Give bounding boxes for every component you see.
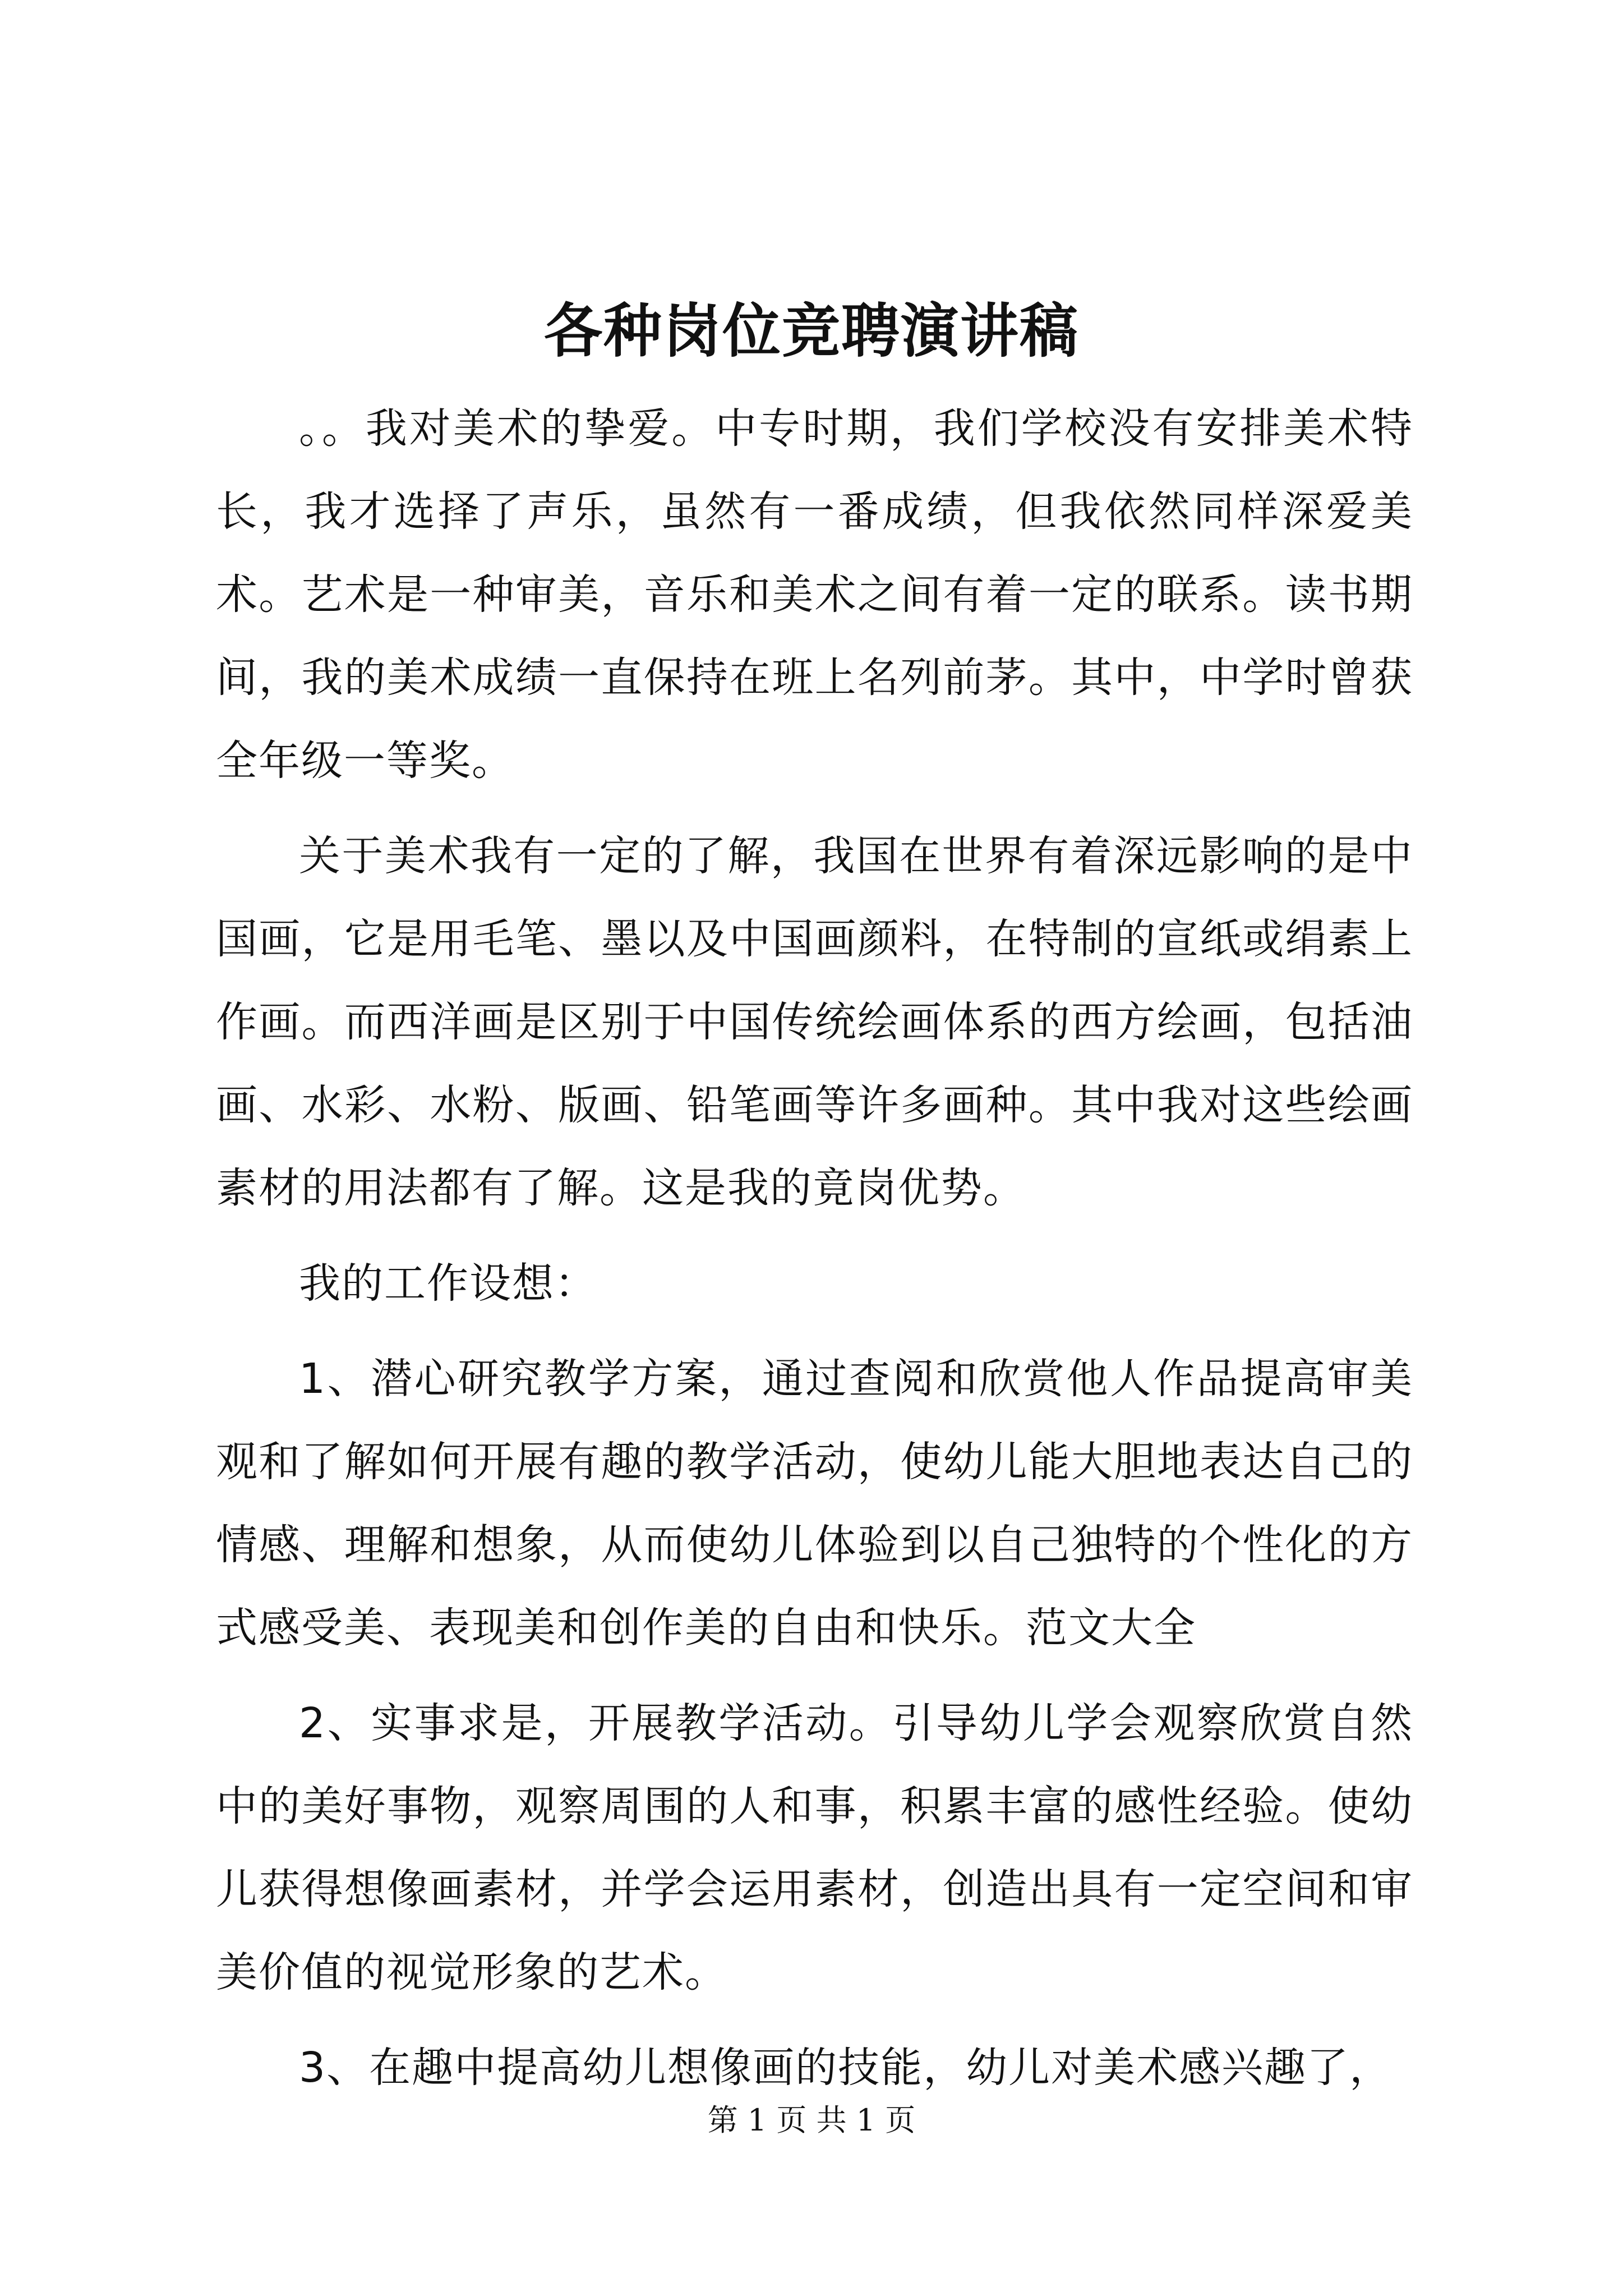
paragraph-1: 。。我对美术的挚爱。中专时期，我们学校没有安排美术特长，我才选择了声乐，虽然有一番成绩，但我依然同样深爱美术。艺术是一种审美，音乐和美术之间有着一定的联系。读书期间，我的美术成绩一直保持在班上名列前茅。其中，中学时曾获全年级一等奖。 [216, 404, 1413, 785]
paragraph-6: 3、在趣中提高幼儿想像画的技能，幼儿对美术感兴趣了， [299, 2044, 1393, 2092]
paragraph-5: 2、实事求是，开展教学活动。引导幼儿学会观察欣赏自然中的美好事物，观察周围的人和事，积累丰富的感性经验。使幼儿获得想像画素材，并学会运用素材，创造出具有一定空间和审美价值的视觉形象的艺术。 [216, 1699, 1413, 1996]
paragraph-3: 我的工作设想： [299, 1259, 597, 1308]
paragraph-4: 1、潜心研究教学方案，通过查阅和欣赏他人作品提高审美观和了解如何开展有趣的教学活动，使幼儿能大胆地表达自己的情感、理解和想象，从而使幼儿体验到以自己独特的个性化的方式感受美、表现美和创作美的自由和快乐。范文大全 [216, 1355, 1413, 1652]
document-title: 各种岗位竞聘演讲稿 [543, 296, 1079, 365]
page-footer: 第 1 页 共 1 页 [707, 2102, 916, 2138]
paragraph-2: 关于美术我有一定的了解，我国在世界有着深远影响的是中国画，它是用毛笔、墨以及中国画颜料，在特制的宣纸或绢素上作画。而西洋画是区别于中国传统绘画体系的西方绘画，包括油画、水彩、水粉、版画、铅笔画等许多画种。其中我对这些绘画素材的用法都有了解。这是我的竟岗优势。 [216, 832, 1413, 1212]
document-body [216, 387, 1413, 2122]
